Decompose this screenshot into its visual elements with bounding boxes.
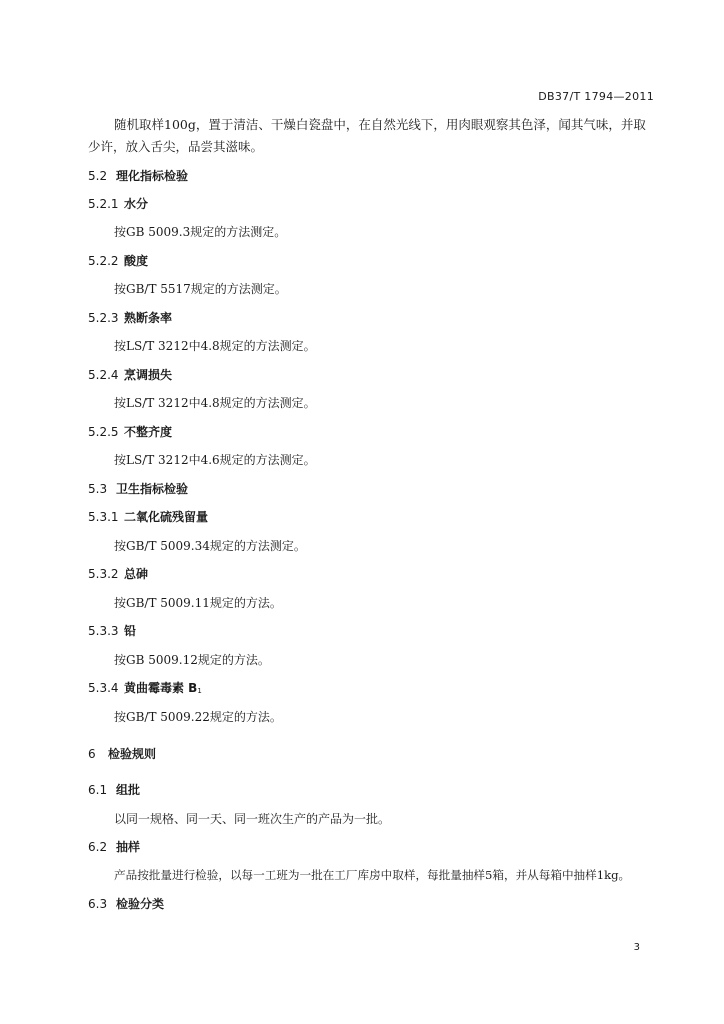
section-heading-6-1 bbox=[88, 781, 140, 798]
section-title: 抽样 bbox=[116, 840, 141, 854]
section-title: 水分 bbox=[124, 197, 149, 211]
section-number: 5.2.4 bbox=[88, 368, 119, 382]
section-heading-5-3-4 bbox=[88, 679, 202, 696]
section-body-5-2-2: 按GB/T 5517规定的方法测定。 bbox=[114, 282, 287, 296]
section-heading-5-3-3 bbox=[88, 622, 136, 639]
section-body-6-2: 产品按批量进行检验，以每一工班为一批在工厂库房中取样，每批量抽样5箱，并从每箱中抽样1kg。 bbox=[114, 868, 631, 882]
section-heading-5-3-1 bbox=[88, 508, 208, 525]
section-number: 6 bbox=[88, 747, 96, 761]
section-title: 检验分类 bbox=[116, 897, 165, 911]
section-title: 酸度 bbox=[124, 254, 149, 268]
section-number: 5.2 bbox=[88, 169, 108, 183]
section-heading-5-2-3 bbox=[88, 309, 172, 326]
section-body-5-3-3: 按GB 5009.12规定的方法。 bbox=[114, 653, 270, 667]
section-number: 5.2.2 bbox=[88, 254, 119, 268]
section-body-5-2-1: 按GB 5009.3规定的方法测定。 bbox=[114, 225, 287, 239]
section-heading-5-2-4 bbox=[88, 366, 172, 383]
section-body-5-3-2: 按GB/T 5009.11规定的方法。 bbox=[114, 596, 282, 610]
section-number: 5.3 bbox=[88, 482, 108, 496]
section-heading-5-3 bbox=[88, 480, 188, 497]
section-title: 铅 bbox=[124, 624, 137, 638]
section-number: 5.3.2 bbox=[88, 567, 119, 581]
section-body-5-2-5: 按LS/T 3212中4.6规定的方法测定。 bbox=[114, 453, 316, 467]
section-number: 5.2.3 bbox=[88, 311, 119, 325]
section-number: 5.2.5 bbox=[88, 425, 119, 439]
section-number: 6.2 bbox=[88, 840, 108, 854]
intro-paragraph bbox=[88, 114, 656, 158]
section-heading-5-2 bbox=[88, 167, 188, 184]
section-title: 组批 bbox=[116, 783, 141, 797]
section-heading-6-2 bbox=[88, 838, 140, 855]
section-number: 5.3.1 bbox=[88, 510, 119, 524]
section-title: 卫生指标检验 bbox=[116, 482, 189, 496]
section-heading-5-2-5 bbox=[88, 423, 172, 440]
section-heading-6 bbox=[88, 745, 156, 762]
intro-paragraph-text: 随机取样100g，置于清洁、干燥白瓷盘中，在自然光线下，用肉眼观察其色泽，闻其气味，并取少许，放入舌尖，品尝其滋味。 bbox=[88, 117, 646, 154]
section-title: 不整齐度 bbox=[124, 425, 173, 439]
section-body-6-1: 以同一规格、同一天、同一班次生产的产品为一批。 bbox=[114, 812, 391, 826]
section-title: 烹调损失 bbox=[124, 368, 173, 382]
section-number: 6.3 bbox=[88, 897, 108, 911]
section-heading-6-3 bbox=[88, 895, 164, 912]
section-body-5-3-4: 按GB/T 5009.22规定的方法。 bbox=[114, 710, 282, 724]
page-number: 3 bbox=[633, 942, 640, 953]
section-heading-5-3-2 bbox=[88, 565, 148, 582]
section-title: 总砷 bbox=[124, 567, 149, 581]
section-heading-5-2-2 bbox=[88, 252, 148, 269]
section-title-subscript: 1 bbox=[197, 687, 202, 695]
section-body-5-2-4: 按LS/T 3212中4.8规定的方法测定。 bbox=[114, 396, 316, 410]
section-title: 黄曲霉毒素 B bbox=[124, 681, 198, 695]
section-title: 二氧化硫残留量 bbox=[124, 510, 209, 524]
section-number: 6.1 bbox=[88, 783, 108, 797]
section-body-5-2-3: 按LS/T 3212中4.8规定的方法测定。 bbox=[114, 339, 316, 353]
section-title: 熟断条率 bbox=[124, 311, 173, 325]
section-number: 5.2.1 bbox=[88, 197, 119, 211]
section-number: 5.3.3 bbox=[88, 624, 119, 638]
section-title: 检验规则 bbox=[108, 747, 157, 761]
section-title: 理化指标检验 bbox=[116, 169, 189, 183]
section-number: 5.3.4 bbox=[88, 681, 119, 695]
standard-code: DB37/T 1794—2011 bbox=[538, 90, 654, 103]
section-heading-5-2-1 bbox=[88, 195, 148, 212]
section-body-5-3-1: 按GB/T 5009.34规定的方法测定。 bbox=[114, 539, 306, 553]
